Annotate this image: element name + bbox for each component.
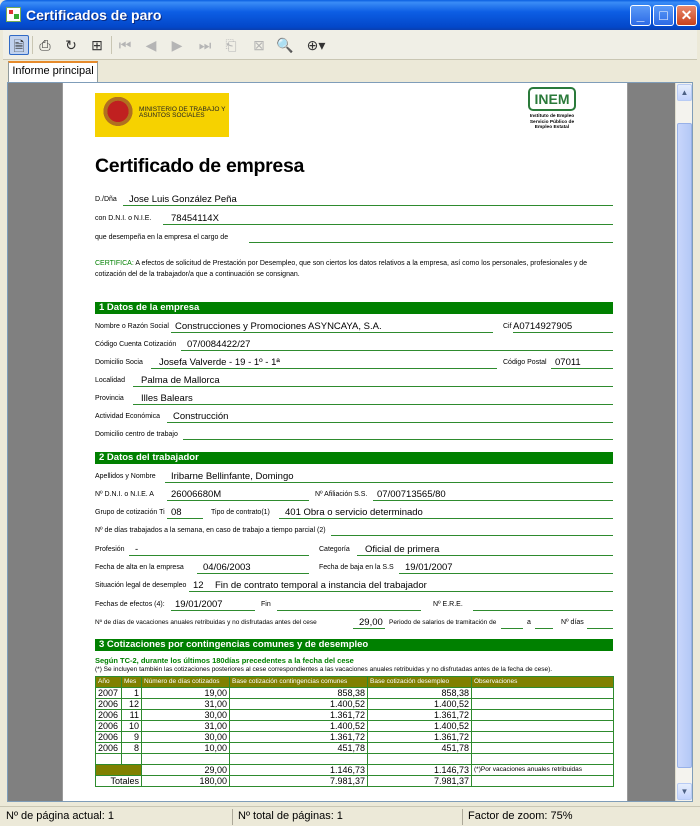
inem-subtitle: Instituto de Empleo Servicio Público de Empleo Estatal [529,114,575,130]
ccc-value: 07/0084422/27 [187,339,251,350]
dona-value: Jose Luis González Peña [129,194,237,205]
razon-value: Construcciones y Promociones ASYNCAYA, S.A. [175,321,382,332]
cif-value: A0714927905 [513,321,573,332]
field-line [249,242,613,243]
cell-base-desempleo: 1.361,72 [368,732,472,743]
cell-observaciones [472,732,614,743]
cell-observaciones [472,743,614,754]
report-viewer [7,82,693,802]
apellidos-label: Apellidos y Nombre [95,473,156,480]
actividad-value: Construcción [173,411,229,422]
export-icon[interactable]: 🗎 [9,35,29,55]
field-line [357,555,613,556]
table-row [96,699,614,710]
cell-total-desempleo: 7.981,37 [368,776,472,787]
tc2-subtitle: Según TC-2, durante los últimos 180días precedentes a la fecha del cese [95,656,354,665]
close-button[interactable]: ✕ [676,5,697,26]
cif-label: Cif [503,323,512,330]
cp-value: 07011 [555,357,581,368]
table-row [96,721,614,732]
cell-base-comunes: 1.361,72 [230,710,368,721]
ere-label: Nº E.R.E. [433,601,463,608]
baja-value: 19/01/2007 [405,562,453,573]
scroll-thumb[interactable] [677,123,692,768]
field-line [277,610,421,611]
field-line [171,610,255,611]
table-header-row [96,677,614,688]
worker-dni-value: 26006680M [171,489,222,500]
dni-label: con D.N.I. o N.I.E. [95,215,152,222]
table-row [96,688,614,699]
column-header: Base cotización contingencias comunes [230,677,368,688]
field-line [473,610,613,611]
cell-dias: 30,00 [142,710,230,721]
field-line [551,368,613,369]
afiliacion-value: 07/00713565/80 [377,489,446,500]
cell-observaciones [472,688,614,699]
column-header: Número de días cotizados [142,677,230,688]
efectos-label: Fechas de efectos (4): [95,601,165,608]
status-divider [462,809,463,825]
table-row-totales [96,776,614,787]
cell-base-comunes: 1.146,73 [230,765,368,776]
cell-base-comunes: 1.361,72 [230,732,368,743]
cell-total-comunes: 7.981,37 [230,776,368,787]
worker-dni-label: Nº D.N.I. o N.I.E. A [95,491,154,498]
field-line [373,500,613,501]
toolbar-separator [111,36,112,54]
coat-of-arms-icon [103,97,133,133]
field-line [133,386,613,387]
situacion-code: 12 [193,580,204,591]
tree-icon[interactable]: ⊞ [91,37,103,53]
cotizaciones-table [95,676,614,787]
totales-label: Totales [96,776,142,787]
maximize-button[interactable]: □ [653,5,674,26]
cell-ano: 2006 [96,732,122,743]
goto-page-icon[interactable]: ⎗ [225,37,237,53]
field-line [129,555,309,556]
cell-base-comunes: 858,38 [230,688,368,699]
grupo-value: 08 [171,507,182,518]
cell-ano: 2007 [96,688,122,699]
field-line [189,591,613,592]
categoria-value: Oficial de primera [365,544,440,555]
cell-dias: 31,00 [142,721,230,732]
cell-base-comunes: 1.400,52 [230,699,368,710]
cell-observaciones [472,721,614,732]
status-divider [232,809,233,825]
tc2-note: (*) Se incluyen también las cotizaciones posteriores al cese correspondientes a las vacaciones anuales retribuidas y no disfrutadas antes de la fecha de cese). [95,666,553,673]
cell-ano: 2006 [96,710,122,721]
localidad-label: Localidad [95,377,125,384]
situacion-value: Fin de contrato temporal a instancia del trabajador [215,580,427,591]
localidad-value: Palma de Mallorca [141,375,220,386]
dni-value: 78454114X [171,213,219,224]
field-line [167,500,309,501]
column-header: Año [96,677,122,688]
field-line [133,404,613,405]
contrato-value: 401 Obra o servicio determinado [285,507,423,518]
find-icon[interactable]: 🔍 [276,37,294,53]
efectos-value: 19/01/2007 [175,599,223,610]
field-line [279,518,613,519]
field-line [513,332,613,333]
cell-mes: 8 [122,743,142,754]
section-cotizaciones-header: 3 Cotizaciones por contingencias comunes y de desempleo [95,639,613,651]
cell-ano: 2006 [96,721,122,732]
contrato-label: Tipo de contrato(1) [211,509,270,516]
baja-label: Fecha de baja en la S.S [319,564,394,571]
dias-label: Nº de días trabajados a la semana, en caso de trabajo a tiempo parcial (2) [95,527,326,534]
field-line [197,573,309,574]
field-line [165,482,613,483]
cell-base-comunes: 1.400,52 [230,721,368,732]
cell-ano: 2006 [96,699,122,710]
stop-icon[interactable]: ⊠ [253,37,265,53]
periodo-label: Periodo de salarios de tramitación de [389,619,497,626]
field-line [587,628,613,629]
field-line [123,205,613,206]
report-toolbar [3,30,697,60]
cell-mes: 9 [122,732,142,743]
total-pages-status: Nº total de páginas: 1 [238,810,343,822]
cell-mes: 1 [122,688,142,699]
vertical-scrollbar[interactable] [675,83,692,801]
cargo-label: que desempeña en la empresa el cargo de [95,234,229,241]
cell-dias: 29,00 [142,765,230,776]
vacaciones-value: 29,00 [359,617,383,628]
certifica-body: A efectos de solicitud de Prestación por Desempleo, que son ciertos los datos relativos a la empresa, así como los personales, profesionales y de cotización del de la trabajador/a que a continuación se consignan. [95,260,588,278]
apellidos-value: Iribarne Bellinfante, Domingo [171,471,294,482]
field-line [501,628,523,629]
window-title: Certificados de paro [26,7,162,23]
afiliacion-label: Nº Afiliación S.S. [315,491,368,498]
field-line [399,573,613,574]
cell-observaciones [472,699,614,710]
cell-base-desempleo: 1.361,72 [368,710,472,721]
razon-label: Nombre o Razón Social [95,323,169,330]
categoria-label: Categoría [319,546,350,553]
ccc-label: Código Cuenta Cotización [95,341,177,348]
domicilio-value: Josefa Valverde - 19 - 1º - 1ª [159,357,280,368]
provincia-value: Illes Balears [141,393,193,404]
table-row [96,732,614,743]
actividad-label: Actividad Económica [95,413,160,420]
field-line [183,439,613,440]
toolbar-separator [32,36,33,54]
tab-informe-principal[interactable]: Informe principal [8,61,98,82]
scroll-up-icon[interactable]: ▲ [677,84,692,101]
centro-label: Domicilio centro de trabajo [95,431,178,438]
domicilio-label: Domicilio Socia [95,359,143,366]
last-page-icon[interactable]: ⏭ [198,37,212,53]
scroll-down-icon[interactable]: ▼ [677,783,692,800]
field-line [181,350,613,351]
section-trabajador-header: 2 Datos del trabajador [95,452,613,464]
cell-dias: 30,00 [142,732,230,743]
fin-label: Fin [261,601,271,608]
print-icon[interactable]: ⎙ [39,37,51,53]
inem-logo [521,87,583,143]
field-line [535,628,553,629]
cell-base-desempleo: 1.400,52 [368,699,472,710]
title-bar [0,0,700,30]
cell-base-desempleo: 1.400,52 [368,721,472,732]
cell-dias: 19,00 [142,688,230,699]
profesion-label: Profesión [95,546,125,553]
alta-label: Fecha de alta en la empresa [95,564,184,571]
table-row-empty [96,754,614,765]
grupo-label: Grupo de cotización Ti [95,509,165,516]
zoom-icon[interactable]: ⊕▾ [306,37,326,53]
table-row [96,710,614,721]
cell-mes: 12 [122,699,142,710]
field-line [171,332,493,333]
cell-olive [96,765,142,776]
table-row [96,743,614,754]
previous-page-icon[interactable]: ◀ [145,37,157,53]
zoom-status: Factor de zoom: 75% [468,810,573,822]
cell-base-desempleo: 858,38 [368,688,472,699]
cell-base-comunes: 451,78 [230,743,368,754]
cell-dias: 31,00 [142,699,230,710]
first-page-icon[interactable]: ⏮ [118,37,132,53]
cell-observaciones: (*)Por vacaciones anuales retribuidas [472,765,614,776]
provincia-label: Provincia [95,395,124,402]
certifica-heading: CERTIFICA: [95,260,134,267]
a-label: a [527,619,531,626]
cell-mes: 10 [122,721,142,732]
field-line [151,368,497,369]
cell-dias: 10,00 [142,743,230,754]
ndias-label: Nº días [561,619,584,626]
document-title: Certificado de empresa [95,155,305,177]
table-row-vacaciones [96,765,614,776]
cell-observaciones [472,710,614,721]
situacion-label: Situación legal de desempleo [95,582,187,589]
dona-label: D./Dña [95,196,117,203]
cell-base-desempleo: 451,78 [368,743,472,754]
certifica-text [95,258,615,280]
cell-base-desempleo: 1.146,73 [368,765,472,776]
section-empresa-header: 1 Datos de la empresa [95,302,613,314]
ministerio-name: MINISTERIO DE TRABAJO Y ASUNTOS SOCIALES [139,106,226,119]
vacaciones-label: Nº de días de vacaciones anuales retribuidas y no disfrutadas antes del cese [95,619,317,626]
cell-total-dias: 180,00 [142,776,230,787]
refresh-icon[interactable]: ↻ [65,37,77,53]
app-icon [6,7,21,22]
cell-observaciones [472,776,614,787]
column-header: Mes [122,677,142,688]
field-line [167,422,613,423]
tab-strip [3,60,697,82]
inem-logo-mark: INEM [528,87,576,111]
field-line [353,628,385,629]
status-bar [0,806,700,826]
ministerio-logo [95,93,229,137]
minimize-button[interactable]: _ [630,5,651,26]
profesion-value: - [135,544,139,555]
current-page-status: Nº de página actual: 1 [6,810,114,822]
cp-label: Código Postal [503,359,547,366]
alta-value: 04/06/2003 [203,562,251,573]
column-header: Observaciones [472,677,614,688]
column-header: Base cotización desempleo [368,677,472,688]
next-page-icon[interactable]: ▶ [171,37,183,53]
cell-ano: 2006 [96,743,122,754]
cell-mes: 11 [122,710,142,721]
field-line [331,535,613,536]
field-line [163,224,613,225]
report-page [62,83,628,801]
field-line [167,518,203,519]
